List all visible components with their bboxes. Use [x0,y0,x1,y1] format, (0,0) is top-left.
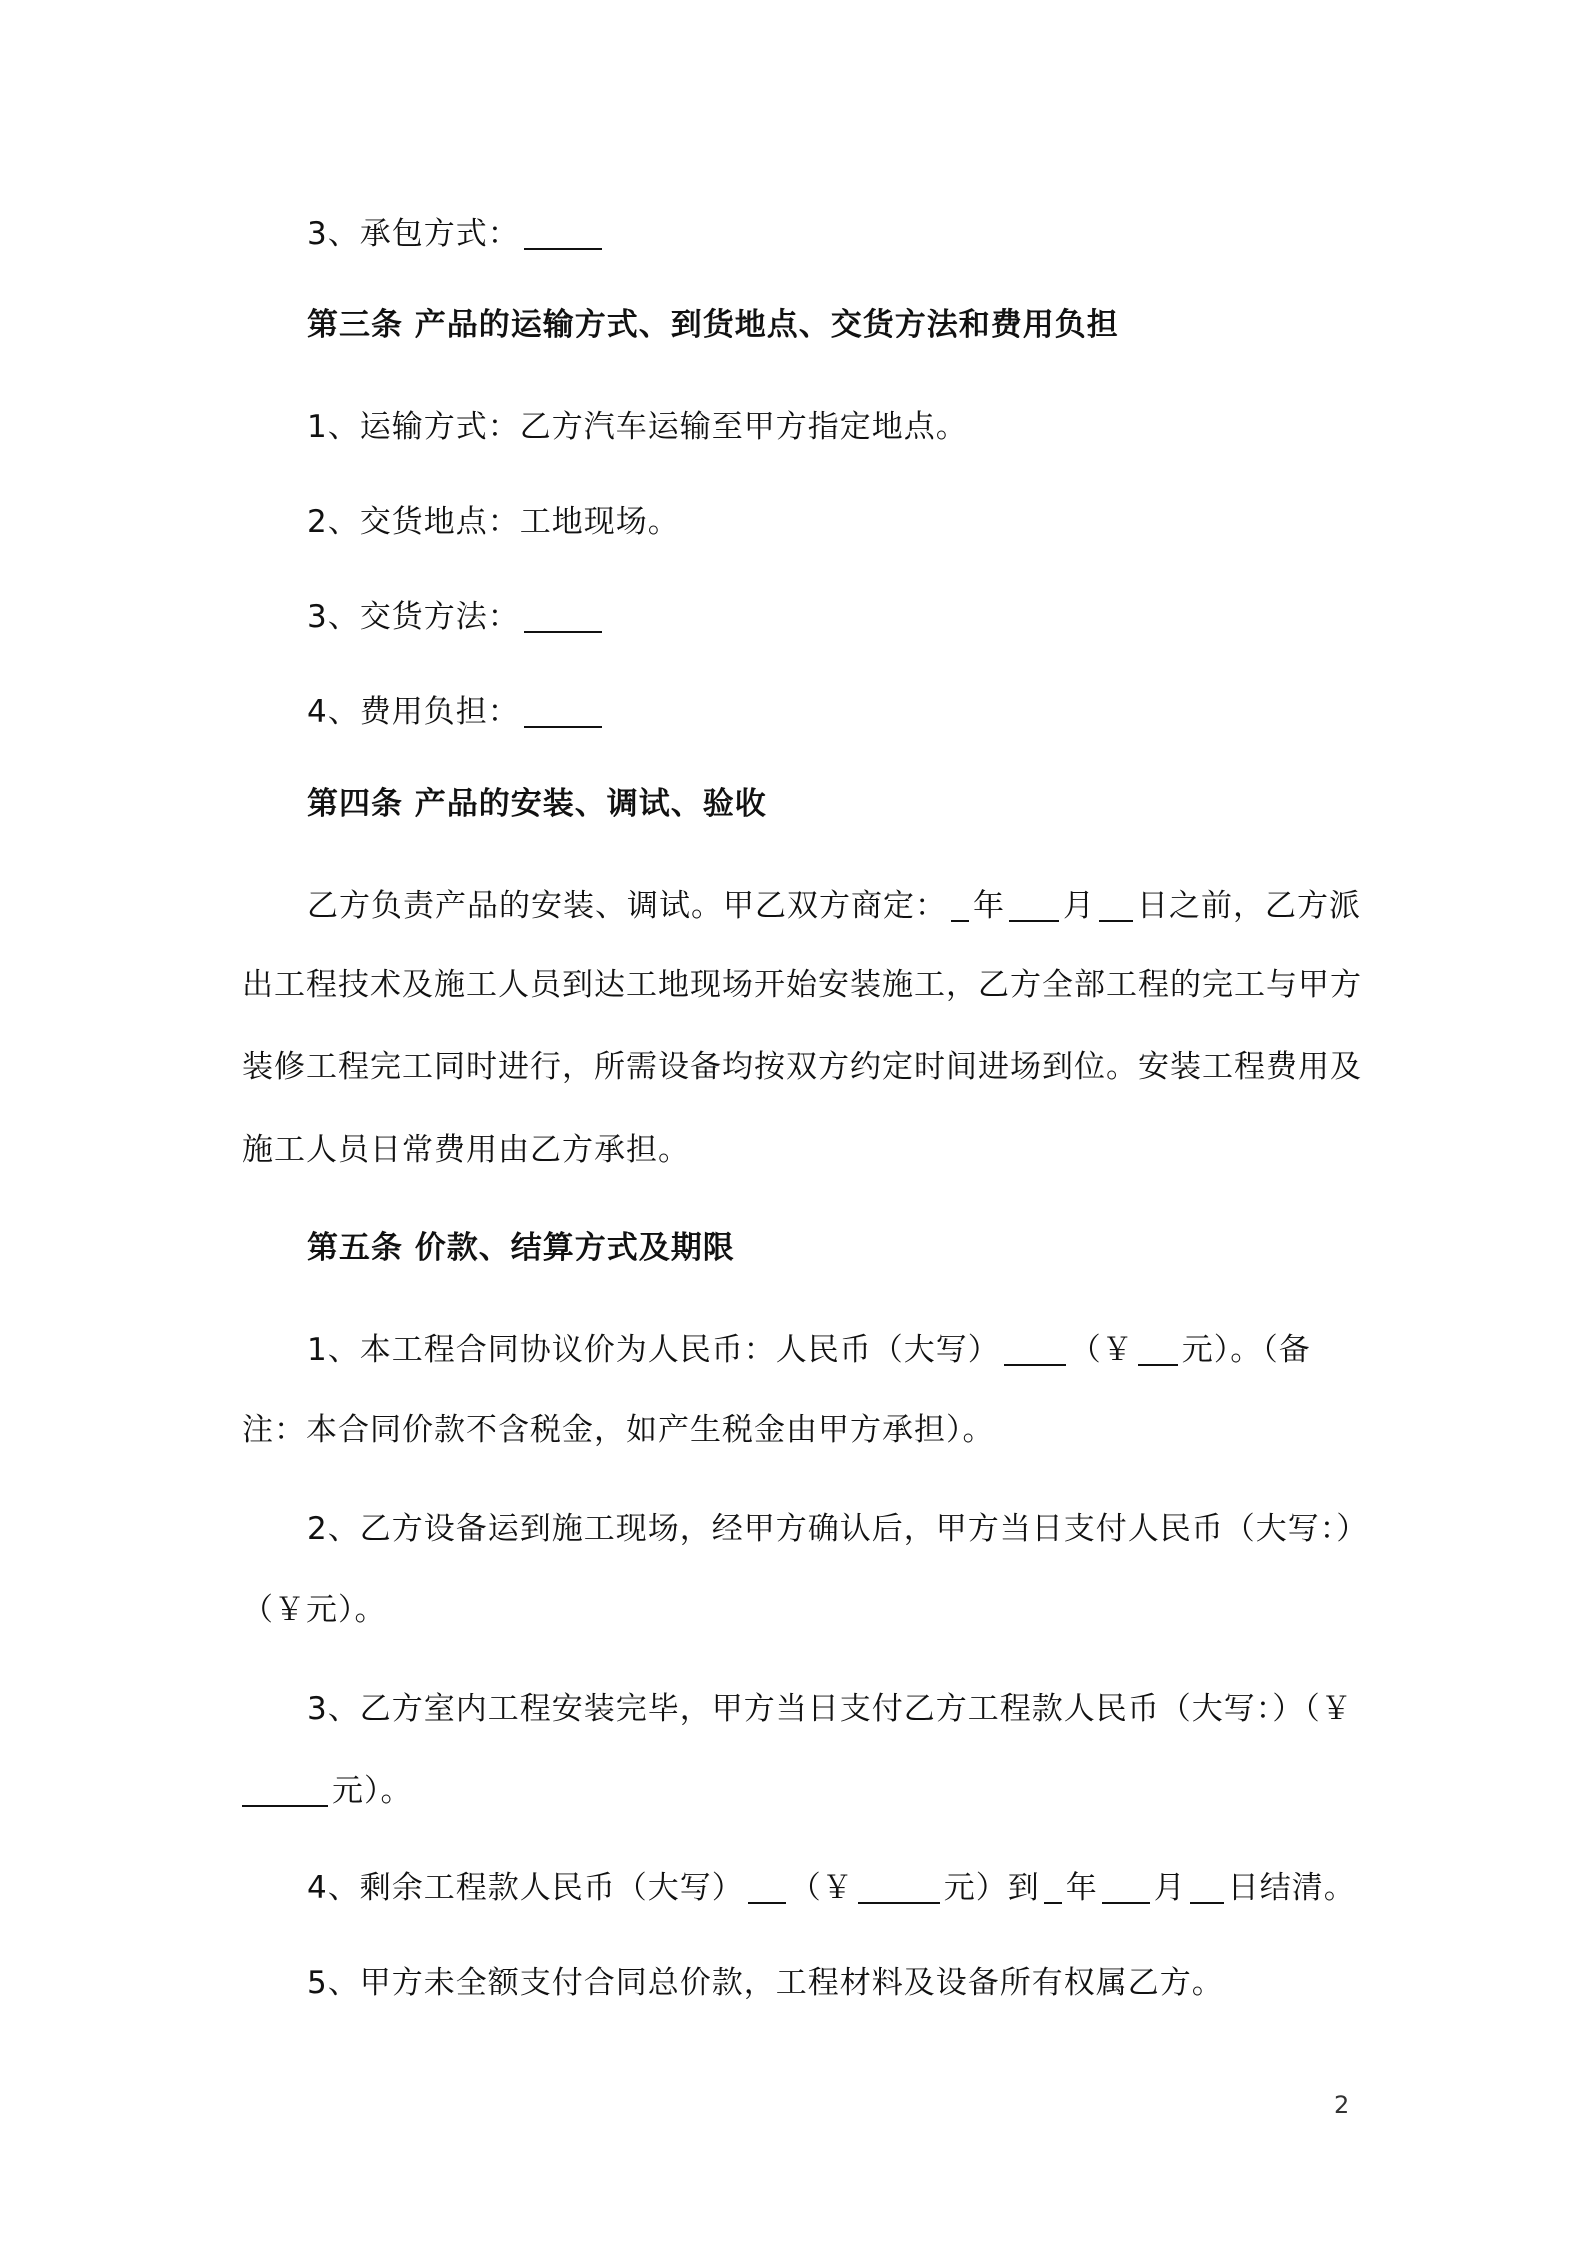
blank-field [524,630,602,633]
text-run: 日结清。 [1227,1870,1356,1906]
blank-field [524,725,602,728]
text-run: 年 [973,888,1005,924]
article-5-item-3-line-2 [242,1771,413,1811]
article-3-heading: 第三条 产品的运输方式、到货地点、交货方法和费用负担 [307,307,1119,343]
article-5-item-2-line-1: 2、乙方设备运到施工现场，经甲方确认后，甲方当日支付人民币（大写：） [307,1511,1369,1547]
contract-method-label: 3、承包方式： [307,216,520,252]
article-4-heading: 第四条 产品的安装、调试、验收 [307,786,767,822]
blank-field [1044,1901,1062,1904]
cost-bearing-line [307,692,606,732]
article-4-para-line-4: 施工人员日常费用由乙方承担。 [242,1132,690,1168]
page-number: 2 [1334,2091,1350,2119]
blank-field [524,247,602,250]
blank-field [1004,1363,1066,1366]
text-run: 月 [1153,1870,1186,1906]
blank-field [242,1804,328,1807]
delivery-method-label: 3、交货方法： [307,599,520,635]
blank-field [951,919,969,922]
blank-field [748,1901,786,1904]
article-4-para-line-2: 出工程技术及施工人员到达工地现场开始安装施工，乙方全部工程的完工与甲方 [242,967,1362,1003]
article-5-item-1-line-1 [307,1330,1311,1370]
text-run: 1、本工程合同协议价为人民币：人民币（大写） [307,1332,1000,1368]
article-5-heading: 第五条 价款、结算方式及期限 [307,1230,735,1266]
article-5-item-4-line [307,1868,1356,1908]
blank-field [1138,1363,1178,1366]
delivery-method-line [307,597,606,637]
article-4-para-line-1 [307,886,1361,926]
transport-method-line: 1、运输方式：乙方汽车运输至甲方指定地点。 [307,409,968,445]
cost-bearing-label: 4、费用负担： [307,694,520,730]
article-5-item-1-line-2: 注：本合同价款不含税金，如产生税金由甲方承担）。 [242,1412,995,1448]
blank-field [1009,919,1059,922]
delivery-location-line: 2、交货地点：工地现场。 [307,504,680,540]
blank-field [1190,1901,1224,1904]
article-5-item-2-line-2: （￥元）。 [242,1592,387,1628]
text-run: 元）。（备 [1181,1332,1311,1368]
contract-method-line [307,214,606,254]
text-run: （￥ [789,1870,854,1906]
article-5-item-5-line: 5、甲方未全额支付合同总价款，工程材料及设备所有权属乙方。 [307,1965,1224,2001]
text-run: 日之前，乙方派 [1137,888,1361,924]
text-run: 年 [1065,1870,1098,1906]
article-4-para-line-3: 装修工程完工同时进行，所需设备均按双方约定时间进场到位。安装工程费用及 [242,1049,1362,1085]
text-run: 元）到 [943,1870,1040,1906]
text-run: 月 [1063,888,1095,924]
text-run: 乙方负责产品的安装、调试。甲乙双方商定： [307,888,947,924]
article-5-item-3-line-1: 3、乙方室内工程安装完毕，甲方当日支付乙方工程款人民币（大写：）（￥ [307,1691,1353,1727]
text-run: （￥ [1069,1332,1134,1368]
text-run: 4、剩余工程款人民币（大写） [307,1870,744,1906]
blank-field [858,1901,940,1904]
text-run: 元）。 [332,1773,413,1809]
blank-field [1102,1901,1150,1904]
blank-field [1099,919,1133,922]
